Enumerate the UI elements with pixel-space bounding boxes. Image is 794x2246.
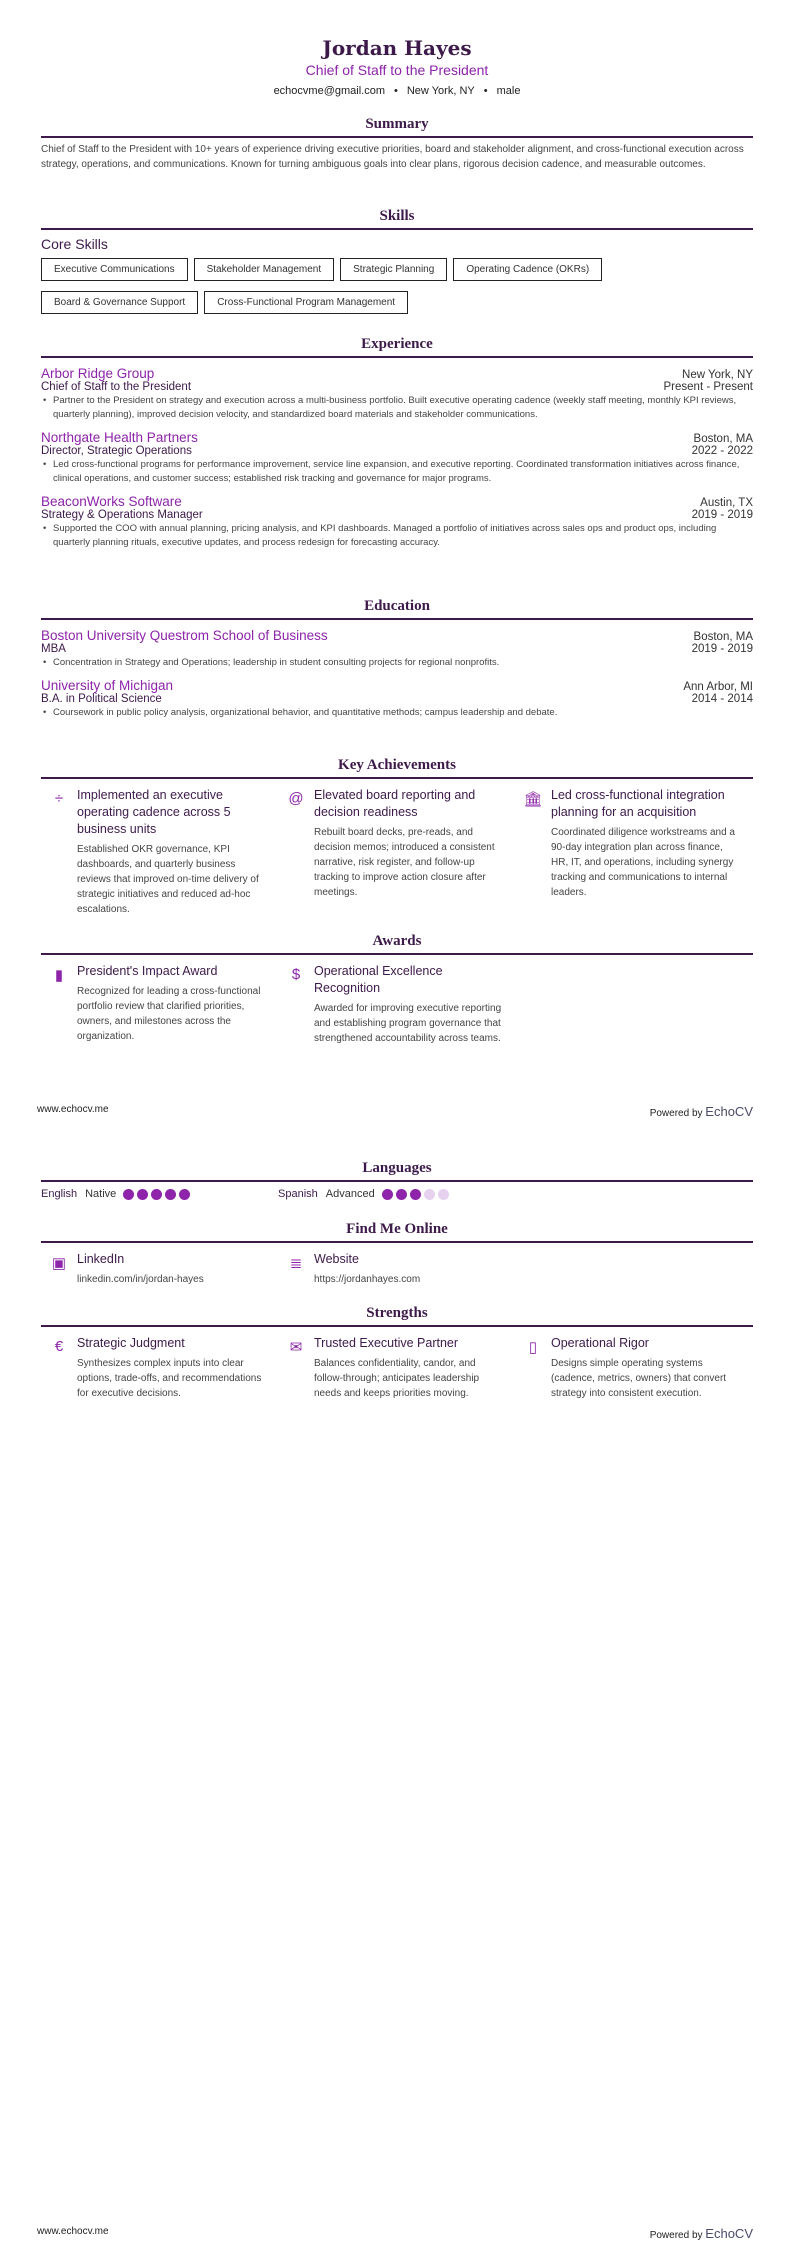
level-dot [424, 1189, 435, 1200]
achievements-section [41, 757, 753, 917]
footer-site[interactable]: www.echocv.me [37, 1104, 109, 1115]
gender: male [496, 85, 521, 97]
job-entry [41, 494, 753, 550]
education-dates: 2014 - 2014 [691, 693, 753, 705]
job-location: Austin, TX [700, 497, 753, 509]
strength-item-title: Operational Rigor [551, 1336, 649, 1350]
level-dot [382, 1189, 393, 1200]
job-dates: Present - Present [663, 381, 753, 393]
strength-item [278, 1335, 515, 1401]
job-dates: 2022 - 2022 [691, 445, 753, 457]
education-section [41, 598, 753, 720]
divide-icon: ÷ [54, 790, 64, 807]
at-icon: @ [288, 790, 304, 807]
job-bullet: • Supported the COO with annual planning, pricing analysis, and KPI dashboards. Managed a portfolio of initiatives across sales ops and product ops, including quarterly planning rituals, executive updates, and process redesign for forecasting accuracy. [41, 522, 753, 550]
level-dot [137, 1189, 148, 1200]
strength-item [515, 1335, 752, 1401]
level-dot [396, 1189, 407, 1200]
achievement-item [278, 787, 515, 917]
location: New York, NY [406, 85, 475, 97]
school-location: Boston, MA [693, 631, 753, 643]
award-item-title: President's Impact Award [77, 964, 218, 978]
award-item-text: Recognized for leading a cross-functional portfolio review that clarified priorities, owners, and milestones across the organization. [77, 986, 261, 1042]
section-heading: Key Achievements [41, 757, 753, 779]
section-heading: Strengths [41, 1305, 753, 1327]
achievement-item [515, 787, 752, 917]
education-entry [41, 678, 753, 720]
profile-link [278, 1251, 515, 1287]
job-bullet: • Partner to the President on strategy and execution across a multi-business portfolio. Built executive operating cadence (weekly staff meeting, monthly KPI reviews, quarterly planning), improved decision velocity, and standardized board materials and stakeholder communications. [41, 394, 753, 422]
achievement-item-title: Elevated board reporting and decision readiness [314, 788, 476, 819]
degree: MBA [41, 643, 66, 655]
email[interactable]: echocvme@gmail.com [273, 85, 385, 97]
bookmark-icon: ▮ [54, 967, 64, 984]
achievement-item-title: Led cross-functional integration planning for an acquisition [551, 788, 725, 819]
page-footer [37, 2226, 753, 2241]
skill-tag: Cross-Functional Program Management [204, 291, 408, 314]
school-name: Boston University Questrom School of Business [41, 628, 328, 643]
footer-site[interactable]: www.echocv.me [37, 2226, 109, 2237]
degree: B.A. in Political Science [41, 693, 162, 705]
section-heading: Find Me Online [41, 1221, 753, 1243]
achievement-item-text: Coordinated diligence workstreams and a 90-day integration plan across finance, HR, IT, and operations, including synergy tracking and communications to internal leaders. [551, 827, 735, 898]
section-heading: Summary [41, 116, 753, 138]
skill-tag: Stakeholder Management [194, 258, 335, 281]
language-item [278, 1188, 515, 1200]
achievement-item [41, 787, 278, 917]
education-dates: 2019 - 2019 [691, 643, 753, 655]
summary-section [41, 116, 753, 172]
award-item-text: Awarded for improving executive reporting and establishing program governance that strengthened accountability across teams. [314, 1003, 502, 1044]
skill-tag: Operating Cadence (OKRs) [453, 258, 602, 281]
school-location: Ann Arbor, MI [683, 681, 753, 693]
section-heading: Awards [41, 933, 753, 955]
job-dates: 2019 - 2019 [691, 509, 753, 521]
dollar-icon: $ [291, 966, 301, 983]
page-footer [37, 1104, 753, 1119]
skill-tag: Executive Communications [41, 258, 188, 281]
level-dot [410, 1189, 421, 1200]
job-bullet: • Led cross-functional programs for performance improvement, service line expansion, and executive reporting. Coordinated transformation initiatives across finance, clinical operations, and customer success; established risk tracking and governance for major programs. [41, 458, 753, 486]
skill-group-title: Core Skills [41, 236, 108, 252]
strength-item-text: Balances confidentiality, candor, and follow-through; anticipates leadership needs and keeps priorities moving. [314, 1358, 480, 1399]
tablet-icon: ▯ [528, 1339, 538, 1356]
language-item [41, 1188, 278, 1200]
section-heading: Experience [41, 336, 753, 358]
profile-link-title: Website [314, 1252, 359, 1266]
school-name: University of Michigan [41, 678, 174, 693]
level-dot [151, 1189, 162, 1200]
level-dot [165, 1189, 176, 1200]
summary-text: Chief of Staff to the President with 10+ years of experience driving executive priorities, board and stakeholder alignment, and cross-functional execution across strategy, operations, and communications. Known for turning ambiguous goals into clear plans, rigorous decision cadence, and measurable outcomes. [41, 144, 744, 170]
brand-logo: EchoCV [705, 1104, 753, 1119]
online-section [41, 1221, 753, 1287]
level-dot [179, 1189, 190, 1200]
job-location: Boston, MA [693, 433, 753, 445]
chip-icon: ▣ [51, 1255, 67, 1272]
powered-by: Powered by [649, 2230, 703, 2241]
language-name: Spanish [278, 1188, 318, 1200]
job-role: Strategy & Operations Manager [41, 509, 203, 521]
achievement-item-title: Implemented an executive operating cadence across 5 business units [77, 788, 231, 836]
skills-section [41, 208, 753, 314]
strength-item-text: Designs simple operating systems (cadence, metrics, owners) that convert strategy into consistent execution. [551, 1358, 727, 1399]
achievement-item-text: Established OKR governance, KPI dashboards, and quarterly business reviews that improved on-time delivery of strategic initiatives and reduced ad-hoc escalations. [77, 844, 259, 915]
award-item [278, 963, 515, 1046]
brand-logo: EchoCV [705, 2226, 753, 2241]
job-role: Chief of Staff to the President [41, 381, 192, 393]
job-entry [41, 366, 753, 422]
skill-tag: Strategic Planning [340, 258, 447, 281]
education-entry [41, 628, 753, 670]
level-dot [123, 1189, 134, 1200]
award-item [41, 963, 278, 1046]
company-name: Arbor Ridge Group [41, 366, 155, 381]
bank-icon: 🏛 [523, 791, 543, 808]
level-dot [438, 1189, 449, 1200]
job-role: Director, Strategic Operations [41, 445, 192, 457]
language-level: Advanced [325, 1188, 375, 1200]
contact-line: echocvme@gmail.com • New York, NY • male [273, 85, 521, 97]
skill-tag: Board & Governance Support [41, 291, 198, 314]
powered-by: Powered by [649, 1108, 703, 1119]
envelope-open-icon: ✉ [289, 1339, 303, 1356]
section-heading: Languages [41, 1160, 753, 1182]
experience-section [41, 336, 753, 550]
language-name: English [41, 1188, 78, 1200]
achievement-item-text: Rebuilt board decks, pre-reads, and decision memos; introduced a consistent narrative, risk register, and follow-up tracking to improve action closure after meetings. [314, 827, 495, 898]
language-level: Native [85, 1188, 117, 1200]
section-heading: Education [41, 598, 753, 620]
profile-link-title: LinkedIn [77, 1252, 125, 1266]
section-heading: Skills [41, 208, 753, 230]
profile-link-text[interactable]: https://jordanhayes.com [314, 1274, 421, 1285]
candidate-name: Jordan Hayes [322, 36, 472, 60]
award-item-title: Operational Excellence Recognition [314, 964, 443, 995]
strength-item [41, 1335, 278, 1401]
languages-section [41, 1160, 753, 1200]
euro-file-icon: € [54, 1338, 64, 1355]
job-location: New York, NY [682, 369, 753, 381]
profile-link [41, 1251, 278, 1287]
strength-item-title: Trusted Executive Partner [314, 1336, 459, 1350]
awards-section [41, 933, 753, 1046]
company-name: Northgate Health Partners [41, 430, 198, 445]
strengths-section [41, 1305, 753, 1401]
education-bullet: • Concentration in Strategy and Operations; leadership in student consulting projects for regional nonprofits. [41, 656, 753, 670]
cake-icon: ≣ [289, 1255, 303, 1272]
job-entry [41, 430, 753, 486]
education-bullet: • Coursework in public policy analysis, organizational behavior, and quantitative methods; campus leadership and debate. [41, 706, 753, 720]
strength-item-title: Strategic Judgment [77, 1336, 185, 1350]
profile-link-text[interactable]: linkedin.com/in/jordan-hayes [77, 1274, 204, 1285]
strength-item-text: Synthesizes complex inputs into clear options, trade-offs, and recommendations for executive decisions. [77, 1358, 262, 1399]
candidate-title: Chief of Staff to the President [305, 62, 489, 78]
company-name: BeaconWorks Software [41, 494, 182, 509]
